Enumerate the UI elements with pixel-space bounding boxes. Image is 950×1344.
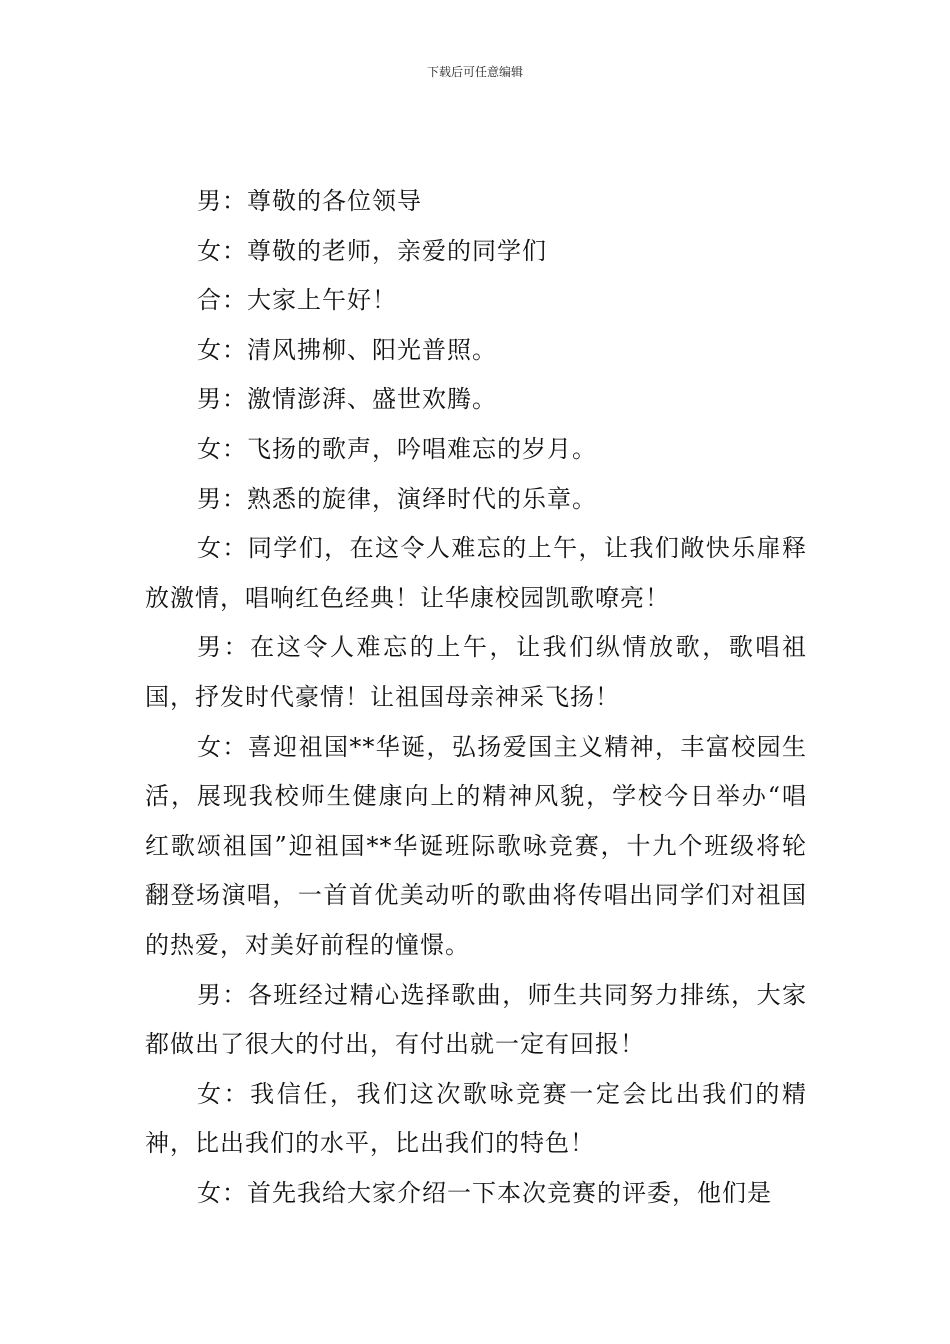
page-header-note: 下载后可任意编辑	[426, 65, 523, 79]
paragraph: 男：在这令人难忘的上午，让我们纵情放歌，歌唱祖国，抒发时代豪情！让祖国母亲神采飞扬！	[145, 633, 807, 711]
paragraph: 女：尊敬的老师，亲爱的同学们	[197, 236, 547, 265]
paragraph: 女：飞扬的歌声，吟唱难忘的岁月。	[197, 434, 597, 463]
paragraph: 男：尊敬的各位领导	[197, 187, 422, 215]
document-body	[145, 177, 807, 1218]
paragraph: 男：熟悉的旋律，演绎时代的乐章。	[197, 484, 597, 513]
paragraph: 男：激情澎湃、盛世欢腾。	[197, 385, 497, 414]
paragraph: 女：我信任，我们这次歌咏竞赛一定会比出我们的精神，比出我们的水平，比出我们的特色！	[145, 1079, 807, 1158]
paragraph: 合：大家上午好！	[197, 286, 397, 315]
paragraph: 男：各班经过精心选择歌曲，师生共同努力排练，大家都做出了很大的付出，有付出就一定有回报！	[145, 980, 807, 1059]
paragraph: 女：清风拂柳、阳光普照。	[197, 335, 497, 364]
paragraph: 女：同学们，在这令人难忘的上午，让我们敞快乐扉释放激情，唱响红色经典！让华康校园凯歌嘹亮！	[145, 534, 807, 612]
paragraph: 女：喜迎祖国**华诞，弘扬爱国主义精神，丰富校园生活，展现我校师生健康向上的精神风貌，学校今日举办“唱红歌颂祖国”迎祖国**华诞班际歌咏竞赛，十九个班级将轮翻登场演唱，一首首优美动听的歌曲将传唱出同学们对祖国的热爱，对美好前程的憧憬。	[145, 732, 807, 959]
paragraph: 女：首先我给大家介绍一下本次竞赛的评委，他们是	[197, 1178, 772, 1207]
